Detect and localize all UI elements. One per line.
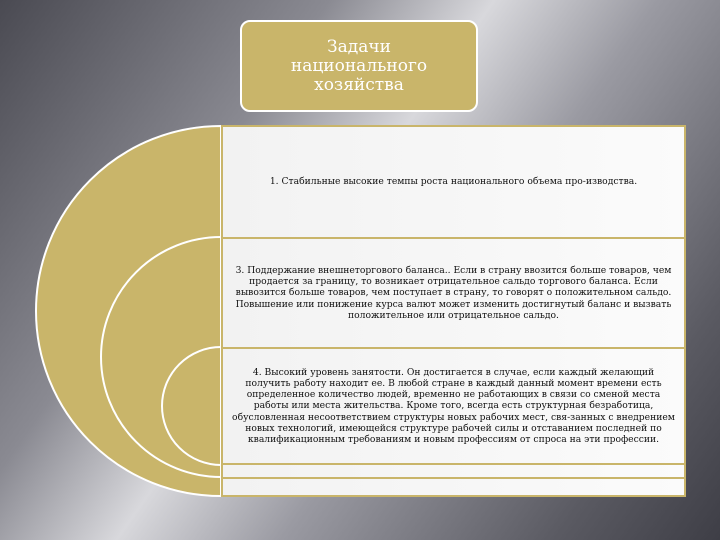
empty-row	[223, 479, 684, 495]
diagram-title	[240, 20, 478, 112]
task-text: 1. Стабильные высокие темпы роста национального объема про-изводства.	[269, 176, 638, 188]
title-text: Задачи национального хозяйства	[290, 36, 428, 95]
empty-row	[223, 465, 684, 477]
tasks-panel	[221, 125, 686, 497]
task-item-4	[223, 349, 684, 463]
task-text: 4. Высокий уровень занятости. Он достигается в случае, если каждый желающий получить работу находит ее. В любой стране в каждый данный момент времени есть определенное количество людей, временно не работающих в связи со сменой места работы или места жительства. Кроме того, всегда есть структурная безработица, обусловленная несоответствием структуры новых рабочих мест, свя-занных с внедрением новых технологий, имеющейся структуре рабочей силы и отставанием последней по квалификационным требованиям и новым профессиям от спроса на эти профессии.	[232, 366, 675, 445]
task-text: 3. Поддержание внешнеторгового баланса.. Если в страну ввозится больше товаров, чем продается за границу, то возникает отрицательное сальдо торгового баланса. Если вывозится больше товаров, чем поступает в страну, то говорят о положительном сальдо. Повышение или понижение курса валют может изменить достигнутый баланс и вызвать положительное или отрицательное сальдо.	[235, 264, 672, 321]
task-item-1	[223, 127, 684, 237]
task-item-3	[223, 239, 684, 347]
outer-arc	[36, 126, 221, 496]
